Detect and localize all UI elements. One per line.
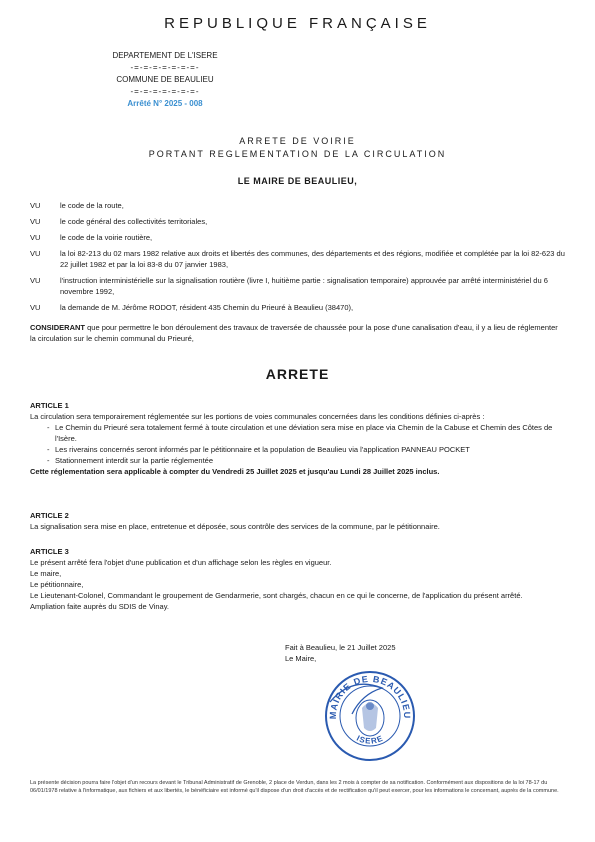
vu-item [30,302,565,313]
maire-heading: LE MAIRE DE BEAULIEU, [237,176,358,186]
article-title: ARTICLE 3 [30,547,69,556]
article-line: Ampliation faite auprès du SDIS de Vinay. [30,602,169,611]
signature-place-date: Fait à Beaulieu, le 21 Juillet 2025 [285,643,396,652]
vu-item [30,275,565,297]
signature-role: Le Maire, [285,654,317,663]
arrete-heading: ARRETE [265,366,330,382]
article-text: La signalisation sera mise en place, entretenue et déposée, sous contrôle des services de la commune, par le pétitionnaire. [30,522,440,531]
list-item: - Stationnement interdit sur la partie réglementée [55,455,565,466]
article-line: Le Lieutenant-Colonel, Commandant le groupement de Gendarmerie, sont chargés, chacun en ce qui le concerne, de l'application du présent arrêté. [30,591,523,600]
considerant-text: que pour permettre le bon déroulement des travaux de traversée de chaussée pour la pose d'une canalisation d'eau, il y a lieu de réglementer la circulation sur le chemin communal du Prieuré, [30,323,558,343]
article-line: Le maire, [30,569,62,578]
vu-list [30,200,565,318]
legal-footer: La présente décision pourra faire l'objet d'un recours devant le Tribunal Administratif de Grenoble, 2 place de Verdun, dans les 2 mois à compter de sa notification. Conformément aux dispositions de la loi 78-17 du 06/01/1978 relative à l'informatique, aux fichiers et aux libertés, le bénéficiaire est informé qu'il dispose d'un droit d'accès et de rectification qu'il peut exercer, pour les informations le concernant, auprès de la commune. [30,780,559,794]
article-2 [30,510,565,532]
considerant-paragraph [30,322,565,344]
vu-item [30,200,565,211]
vu-key: VU [30,217,41,226]
document-title [0,135,595,161]
svg-text:ISERE: ISERE [355,733,385,746]
considerant-lead: CONSIDERANT [30,323,86,332]
seal-stamp-icon [322,668,418,764]
article-line: Le présent arrêté fera l'objet d'une publication et d'un affichage selon les règles en vigueur. [30,558,332,567]
vu-text: la loi 82-213 du 02 mars 1982 relative aux droits et libertés des communes, des départements et des régions, modifiée et complétée par la loi 82-623 du 22 juillet 1982 et par la loi 83-8 du 07 janvier 1983, [60,249,565,269]
arrete-number: Arrêté N° 2025 - 008 [127,99,203,108]
article-3 [30,546,565,612]
vu-text: le code de la route, [60,201,124,210]
vu-key: VU [30,201,41,210]
vu-key: VU [30,233,41,242]
vu-text: le code général des collectivités territoriales, [60,217,208,226]
list-item: - Le Chemin du Prieuré sera totalement fermé à toute circulation et une déviation sera mise en place via Chemin de la Cabuse et Chemin des Côtes de l'Isère. [55,422,565,444]
svg-text:MAIRIE DE BEAULIEU: MAIRIE DE BEAULIEU [327,673,413,720]
vu-key: VU [30,303,41,312]
article-conclusion: Cette réglementation sera applicable à compter du Vendredi 25 Juillet 2025 et jusqu'au Lundi 28 Juillet 2025 inclus. [30,467,440,476]
vu-item [30,216,565,227]
vu-text: la demande de M. Jérôme RODOT, résident 435 Chemin du Prieuré à Beaulieu (38470), [60,303,354,312]
title-line-1: ARRETE DE VOIRIE [239,136,356,146]
list-item: - Les riverains concernés seront informés par le pétitionnaire et la population de Beaulieu via l'application PANNEAU POCKET [55,444,565,455]
separator: -=-=-=-=-=-=-=- [130,63,200,72]
vu-key: VU [30,249,41,258]
department-block [100,50,230,110]
departement-label: DEPARTEMENT DE L'ISERE [112,51,218,60]
separator: -=-=-=-=-=-=-=- [130,87,200,96]
article-1 [30,400,565,477]
vu-text: l'instruction interministérielle sur la signalisation routière (livre I, huitième partie : signalisation temporaire) approuvée par arrêté interministériel du 6 novembre 1992, [60,276,548,296]
title-line-2: PORTANT REGLEMENTATION DE LA CIRCULATION [148,149,447,159]
article-line: Le pétitionnaire, [30,580,84,589]
vu-key: VU [30,276,41,285]
vu-item [30,248,565,270]
mairie-seal [322,668,418,769]
vu-item [30,232,565,243]
commune-label: COMMUNE DE BEAULIEU [116,75,214,84]
vu-text: le code de la voirie routière, [60,233,153,242]
republique-heading: REPUBLIQUE FRANÇAISE [164,15,431,32]
signature-block [285,642,435,664]
article-intro: La circulation sera temporairement réglementée sur les portions de voies communales concernées dans les conditions définies ci-après : [30,412,485,421]
article-bullets [30,422,565,466]
article-title: ARTICLE 1 [30,401,69,410]
article-title: ARTICLE 2 [30,511,69,520]
